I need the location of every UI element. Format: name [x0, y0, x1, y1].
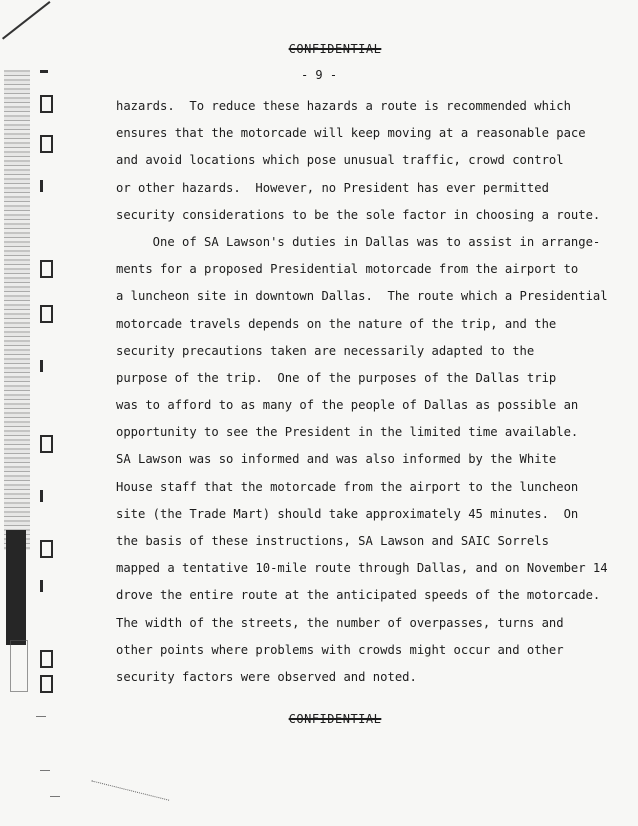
footer	[0, 708, 638, 727]
margin-mark	[40, 675, 53, 693]
margin-mark	[40, 580, 43, 592]
margin-mark	[40, 135, 53, 153]
text-line: or other hazards. However, no President has ever permitted	[116, 180, 549, 195]
margin-dash	[40, 770, 50, 771]
text-line: other points where problems with crowds might occur and other	[116, 642, 564, 657]
margin-mark	[40, 360, 43, 372]
text-line: ments for a proposed Presidential motorcade from the airport to	[116, 262, 579, 277]
page-number: - 9 -	[300, 68, 338, 82]
text-line: a luncheon site in downtown Dallas. The route which a Presidential	[116, 289, 608, 304]
scan-dark-band	[6, 530, 26, 645]
text-line: One of SA Lawson's duties in Dallas was to assist in arrange-	[116, 234, 601, 249]
scan-artifact-line	[91, 780, 169, 802]
margin-mark	[40, 650, 53, 668]
margin-dash	[50, 796, 60, 797]
margin-stamp-mark	[10, 640, 28, 692]
scan-corner-mark	[2, 1, 51, 40]
binder-hole-marks	[36, 60, 54, 760]
body-text	[116, 96, 606, 694]
margin-mark	[40, 95, 53, 113]
text-line: security considerations to be the sole factor in choosing a route.	[116, 207, 601, 222]
text-line: was to afford to as many of the people of Dallas as possible an	[116, 398, 579, 413]
text-line: House staff that the motorcade from the airport to the luncheon	[116, 479, 579, 494]
classification-marking-bottom: CONFIDENTIAL	[288, 712, 382, 726]
text-line: the basis of these instructions, SA Lawson and SAIC Sorrels	[116, 534, 549, 548]
scan-noise	[4, 70, 30, 550]
margin-mark	[40, 260, 53, 278]
text-line: mapped a tentative 10-mile route through Dallas, and on November 14	[116, 561, 608, 576]
text-line: site (the Trade Mart) should take approximately 45 minutes. On	[116, 506, 579, 521]
margin-mark	[40, 490, 43, 502]
margin-mark	[40, 180, 43, 192]
text-line: opportunity to see the President in the limited time available.	[116, 425, 579, 440]
margin-mark	[40, 540, 53, 558]
left-margin-scan-strip	[0, 60, 34, 600]
text-line: purpose of the trip. One of the purposes of the Dallas trip	[116, 370, 557, 385]
text-line: drove the entire route at the anticipated speeds of the motorcade.	[116, 588, 601, 603]
margin-mark	[40, 435, 53, 453]
text-line: motorcade travels depends on the nature of the trip, and the	[116, 316, 557, 331]
text-line: SA Lawson was so informed and was also informed by the White	[116, 452, 557, 467]
margin-mark	[40, 305, 53, 323]
text-line: security factors were observed and noted.	[116, 669, 417, 684]
classification-marking-top: CONFIDENTIAL	[288, 42, 382, 56]
text-line: The width of the streets, the number of overpasses, turns and	[116, 615, 564, 630]
text-line: hazards. To reduce these hazards a route is recommended which	[116, 99, 571, 113]
text-line: and avoid locations which pose unusual traffic, crowd control	[116, 153, 564, 168]
header	[0, 38, 638, 57]
text-line: security precautions taken are necessarily adapted to the	[116, 343, 535, 358]
text-line: ensures that the motorcade will keep moving at a reasonable pace	[116, 126, 586, 141]
